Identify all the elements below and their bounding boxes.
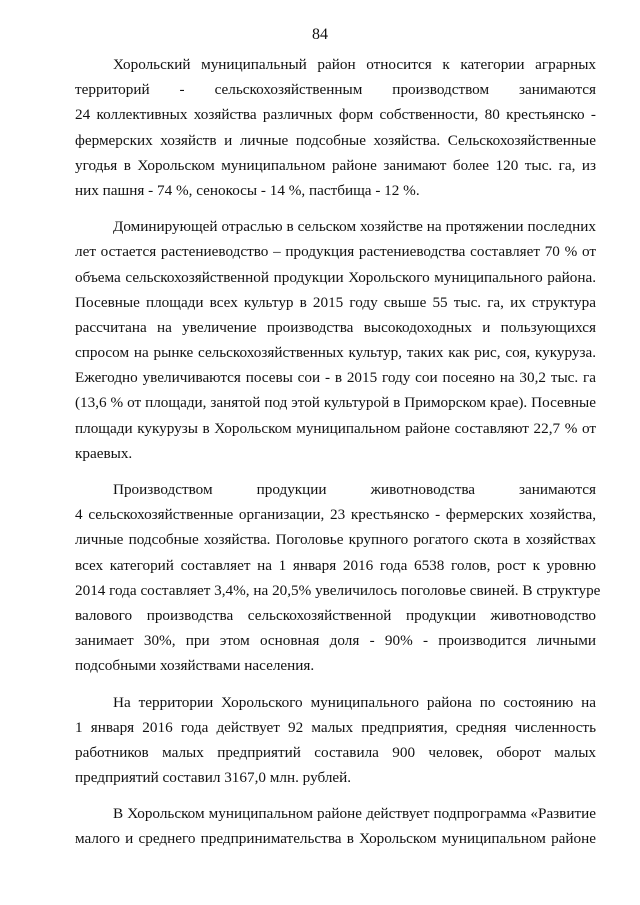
text-line: Производством продукции животноводства занимаются [113, 481, 596, 498]
text-line: фермерских хозяйств и личные подсобные хозяйства. Сельскохозяйственные [75, 131, 596, 149]
text-line: 1 января 2016 года действует 92 малых предприятия, средняя численность [75, 718, 596, 736]
page-number: 84 [312, 26, 328, 43]
text-line: лет остается растениеводство – продукция растениеводства составляет 70 % от [75, 243, 596, 261]
text-line: личные подсобные хозяйства. Поголовье крупного рогатого скота в хозяйствах [75, 531, 596, 549]
text-line: подсобными хозяйствами населения. [75, 657, 315, 675]
paragraph [75, 801, 596, 851]
paragraph [75, 477, 601, 679]
paragraph [75, 690, 596, 791]
text-line: В Хорольском муниципальном районе действует подпрограмма «Развитие [113, 805, 596, 823]
text-line: Доминирующей отраслью в сельском хозяйстве на протяжении последних [113, 218, 596, 236]
body-text [75, 52, 601, 852]
text-line: всех категорий составляет на 1 января 2016 года 6538 голов, рост к уровню [75, 556, 596, 574]
text-line: работников малых предприятий составила 900 человек, оборот малых [75, 743, 596, 761]
text-line: 2014 года составляет 3,4%, на 20,5% увеличилось поголовье свиней. В структуре [75, 581, 601, 599]
text-line: валового производства сельскохозяйственной продукции животноводство [75, 606, 596, 624]
text-line: угодья в Хорольском муниципальном районе занимают более 120 тыс. га, из [75, 156, 596, 174]
text-line: (13,6 % от площади, занятой под этой культурой в Приморском крае). Посевные [75, 394, 596, 412]
text-line: Ежегодно увеличиваются посевы сои - в 2015 году сои посеяно на 30,2 тыс. га [75, 369, 596, 387]
text-line: краевых. [75, 444, 133, 462]
text-line: площади кукурузы в Хорольском муниципальном районе составляют 22,7 % от [75, 419, 596, 437]
text-line: Посевные площади всех культур в 2015 году свыше 55 тыс. га, их структура [75, 293, 596, 311]
text-line: предприятий составил 3167,0 млн. рублей. [75, 769, 352, 787]
text-line: них пашня - 74 %, сенокосы - 14 %, пастбища - 12 %. [75, 181, 420, 199]
text-line: На территории Хорольского муниципального района по состоянию на [113, 693, 596, 711]
text-line: спросом на рынке сельскохозяйственных культур, таких как рис, соя, кукуруза. [75, 344, 596, 362]
paragraph [75, 52, 596, 203]
text-line: 4 сельскохозяйственные организации, 23 крестьянско - фермерских хозяйства, [75, 506, 596, 524]
paragraph [75, 214, 596, 466]
text-line: Хорольский муниципальный район относится к категории аграрных [113, 56, 596, 73]
text-line: 24 коллективных хозяйства различных форм собственности, 80 крестьянско - [75, 106, 596, 124]
text-line: объема сельскохозяйственной продукции Хорольского муниципального района. [75, 268, 596, 286]
text-line: малого и среднего предпринимательства в Хорольском муниципальном районе [75, 830, 596, 848]
text-line: территорий - сельскохозяйственным производством занимаются [75, 81, 596, 99]
text-line: занимает 30%, при этом основная доля - 90% - производится личными [75, 632, 596, 650]
text-line: рассчитана на увеличение производства высокодоходных и пользующихся [75, 318, 596, 336]
